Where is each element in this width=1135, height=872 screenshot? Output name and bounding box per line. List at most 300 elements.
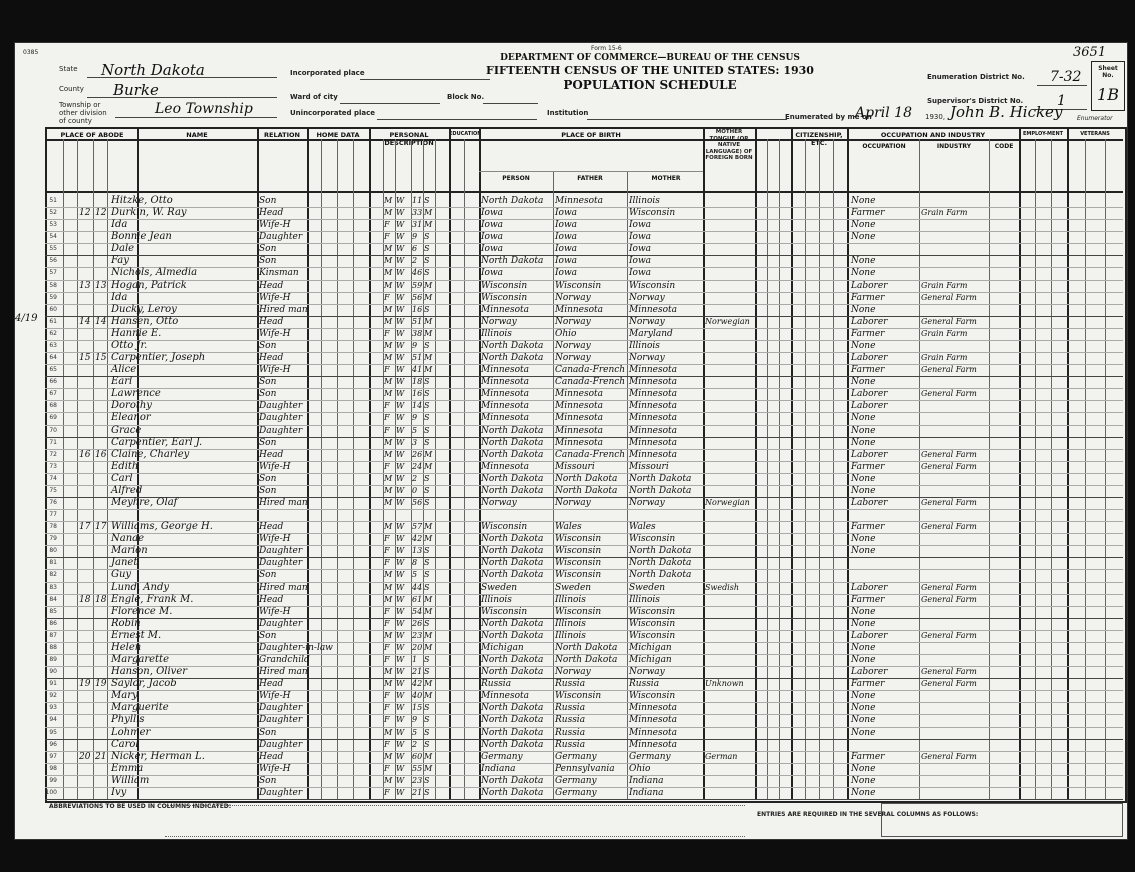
cell-fb: Illinois [555, 618, 586, 629]
cell-occ: None [851, 703, 876, 714]
cell-name: Eleanor [111, 412, 151, 424]
cell-ind: Grain Farm [921, 328, 968, 338]
table-row [15, 702, 1127, 714]
sheet-value: 1B [1097, 85, 1119, 104]
cell-name: Otto Jr. [111, 339, 148, 351]
cell-fb: Russia [555, 739, 586, 750]
cell-fam: 15 [95, 353, 107, 364]
cell-ms: M [424, 763, 433, 773]
cell-name: Saylor, Jacob [111, 678, 177, 690]
cell-name: Dale [111, 243, 135, 255]
cell-fb: Wisconsin [555, 280, 602, 291]
row-number: 79 [49, 535, 57, 543]
table-row [15, 557, 1127, 569]
township-value: Leo Township [155, 101, 253, 117]
row-number: 93 [49, 704, 57, 712]
cell-mb: Minnesota [629, 449, 678, 460]
cell-mb: Sweden [629, 582, 666, 593]
cell-sex: M [384, 340, 393, 350]
cell-pb: North Dakota [481, 727, 544, 738]
data-rows [15, 195, 1127, 799]
row-number: 96 [49, 740, 57, 748]
cell-rel: Son [259, 570, 277, 581]
row-number: 63 [49, 341, 57, 349]
cell-ms: S [424, 485, 430, 495]
cell-sex: M [384, 280, 393, 290]
cell-ind: General Farm [921, 751, 977, 761]
cell-rel: Son [259, 437, 277, 448]
cell-sex: F [384, 618, 390, 628]
cell-race: W [396, 558, 405, 568]
cell-mb: Norway [629, 498, 665, 508]
cell-dw: 15 [79, 353, 91, 364]
cell-mb: Illinois [629, 196, 660, 206]
cell-name: Alfred [111, 484, 143, 496]
cell-name: Dorothy [111, 400, 152, 412]
cell-name: Janet [111, 557, 138, 569]
cell-sex: M [384, 353, 393, 363]
enum-district-value: 7-32 [1050, 69, 1082, 85]
cell-ms: S [424, 473, 430, 483]
cell-race: W [396, 268, 405, 278]
cell-name: Margarette [111, 654, 169, 666]
cell-sex: M [384, 304, 393, 314]
cell-name: Guy [111, 569, 132, 581]
cell-fam: 12 [95, 208, 107, 219]
cell-name: Helen [111, 641, 142, 653]
table-row [15, 304, 1127, 316]
cell-age: 5 [412, 727, 418, 737]
row-number: 92 [49, 692, 57, 700]
cell-mt: Norwegian [705, 316, 750, 326]
cell-occ: Farmer [851, 328, 885, 339]
cell-age: 5 [412, 570, 418, 580]
row-number: 70 [49, 426, 57, 434]
cell-pb: North Dakota [481, 196, 544, 206]
cell-name: Marion [111, 545, 148, 557]
cell-name: Carpentier, Earl J. [111, 436, 203, 448]
cell-race: W [396, 787, 405, 797]
table-row [15, 292, 1127, 304]
cell-pb: Minnesota [481, 401, 530, 412]
cell-race: W [396, 691, 405, 701]
cell-sex: M [384, 316, 393, 326]
cell-occ: None [851, 437, 876, 448]
cell-race: W [396, 244, 405, 254]
enumerator-name: John B. Hickey [950, 103, 1063, 121]
cell-pb: North Dakota [481, 775, 544, 786]
cell-age: 9 [412, 413, 418, 423]
table-row [15, 751, 1127, 763]
cell-name: Carpentier, Joseph [111, 352, 206, 364]
cell-rel: Hired man [259, 667, 308, 678]
cell-fb: Minnesota [555, 437, 604, 448]
cell-ind: General Farm [921, 449, 977, 459]
cell-ind: General Farm [921, 316, 977, 326]
cell-age: 8 [412, 558, 418, 568]
cell-ms: M [424, 642, 433, 652]
cell-pb: Minnesota [481, 461, 530, 472]
cell-pb: Indiana [481, 763, 516, 774]
cell-age: 56 [412, 498, 423, 507]
cell-dw: 16 [79, 449, 91, 460]
footer-abbreviations-block [165, 805, 745, 837]
cell-ms: M [424, 630, 433, 640]
cell-pb: North Dakota [481, 534, 544, 545]
cell-occ: Farmer [851, 208, 885, 219]
cell-name: Grace [111, 424, 142, 436]
cell-sex: F [384, 558, 390, 568]
cell-age: 6 [412, 244, 418, 254]
cell-pb: North Dakota [481, 353, 544, 364]
cell-age: 1 [412, 655, 418, 665]
cell-name: Ivy [111, 786, 127, 798]
cell-pb: Iowa [481, 268, 504, 279]
cell-occ: Farmer [851, 751, 885, 762]
table-row [15, 606, 1127, 618]
cell-ms: S [424, 703, 430, 713]
cell-occ: None [851, 304, 876, 315]
row-number: 88 [49, 643, 57, 651]
cell-fb: Russia [555, 727, 586, 738]
cell-rel: Wife-H [259, 220, 291, 231]
cell-race: W [396, 292, 405, 302]
cell-occ: Farmer [851, 594, 885, 605]
cell-race: W [396, 703, 405, 713]
cell-mb: Minnesota [629, 715, 678, 726]
cell-occ: Farmer [851, 365, 885, 376]
cell-ms: S [424, 787, 430, 797]
cell-occ: Laborer [851, 498, 888, 508]
cell-ms: S [424, 268, 430, 278]
cell-sex: M [384, 256, 393, 266]
col-occupation: OCCUPATION [862, 143, 906, 150]
cell-race: W [396, 618, 405, 628]
cell-mb: Ohio [629, 763, 651, 774]
cell-age: 5 [412, 425, 418, 435]
cell-ms: M [424, 594, 433, 604]
cell-pb: Iowa [481, 220, 504, 231]
cell-name: Earl [111, 376, 133, 388]
enumerator-label: Enumerator [1077, 115, 1113, 122]
cell-mb: Indiana [629, 775, 664, 786]
cell-pb: Minnesota [481, 389, 530, 400]
cell-sex: M [384, 208, 393, 218]
cell-age: 41 [412, 365, 423, 375]
cell-race: W [396, 498, 405, 507]
cell-fb: Iowa [555, 244, 578, 255]
cell-sex: F [384, 232, 390, 242]
cell-rel: Hired man [259, 498, 308, 508]
cell-rel: Daughter [259, 618, 303, 629]
cell-mb: Iowa [629, 256, 652, 267]
cell-race: W [396, 485, 405, 495]
cell-mb: Wisconsin [629, 208, 676, 219]
row-number: 71 [49, 438, 57, 446]
cell-mb: Iowa [629, 268, 652, 279]
cell-rel: Head [259, 316, 284, 327]
cell-pb: North Dakota [481, 256, 544, 267]
cell-fb: Minnesota [555, 196, 604, 206]
table-row [15, 449, 1127, 461]
block-label: Block No. [447, 93, 485, 101]
row-number: 58 [49, 281, 57, 289]
cell-fb: Norway [555, 667, 591, 678]
row-number: 68 [49, 402, 57, 410]
cell-dw: 19 [79, 679, 91, 690]
row-number: 89 [49, 656, 57, 664]
cell-rel: Head [259, 594, 284, 605]
cell-occ: None [851, 377, 876, 388]
form-number: Form 15-6 [591, 45, 622, 52]
cell-name: Alice [111, 364, 137, 376]
cell-rel: Wife-H [259, 606, 291, 617]
cell-fam: 17 [95, 522, 107, 533]
cell-age: 56 [412, 292, 423, 302]
table-row [15, 594, 1127, 606]
cell-pb: Minnesota [481, 691, 530, 702]
cell-occ: None [851, 256, 876, 267]
cell-race: W [396, 377, 405, 387]
cell-age: 42 [412, 679, 423, 689]
cell-pb: Minnesota [481, 304, 530, 315]
cell-age: 15 [412, 703, 423, 713]
row-number: 90 [49, 668, 57, 676]
cell-pb: North Dakota [481, 618, 544, 629]
cell-ms: S [424, 401, 430, 411]
cell-mb: Minnesota [629, 437, 678, 448]
cell-rel: Son [259, 256, 277, 267]
table-row [15, 316, 1127, 328]
cell-fb: Norway [555, 292, 591, 303]
cell-sex: F [384, 763, 390, 773]
cell-fb: Russia [555, 703, 586, 714]
cell-sex: M [384, 498, 393, 507]
cell-ms: M [424, 353, 433, 363]
cell-sex: F [384, 401, 390, 411]
cell-ms: M [424, 751, 433, 761]
cell-rel: Daughter [259, 739, 303, 750]
cell-rel: Son [259, 244, 277, 255]
cell-occ: Laborer [851, 353, 888, 364]
cell-mb: Michigan [629, 655, 672, 666]
cell-name: William [111, 774, 150, 786]
table-row [15, 388, 1127, 400]
cell-name: Nichols, Almedia [111, 267, 198, 279]
cell-race: W [396, 280, 405, 290]
table-row [15, 775, 1127, 787]
cell-age: 57 [412, 522, 423, 532]
cell-fb: Sweden [555, 582, 592, 593]
cell-race: W [396, 751, 405, 761]
cell-rel: Head [259, 751, 284, 762]
cell-sex: F [384, 365, 390, 375]
cell-sex: M [384, 437, 393, 447]
cell-mb: Minnesota [629, 727, 678, 738]
table-row [15, 364, 1127, 376]
cell-age: 2 [412, 739, 418, 749]
cell-pb: Wisconsin [481, 522, 528, 533]
cell-pb: North Dakota [481, 340, 544, 351]
cell-race: W [396, 256, 405, 266]
cell-fb: Canada-French [555, 377, 626, 388]
table-row [15, 243, 1127, 255]
cell-occ: None [851, 473, 876, 484]
cell-rel: Son [259, 196, 277, 206]
row-number: 73 [49, 462, 57, 470]
cell-age: 9 [412, 715, 418, 725]
table-row [15, 231, 1127, 243]
cell-ms: M [424, 606, 433, 616]
cell-dw: 12 [79, 208, 91, 219]
cell-rel: Daughter [259, 715, 303, 726]
cell-mb: North Dakota [629, 546, 692, 557]
cell-race: W [396, 340, 405, 350]
cell-fb: Wisconsin [555, 691, 602, 702]
cell-mb: Iowa [629, 232, 652, 243]
cell-sex: M [384, 594, 393, 604]
cell-name: Nicker, Herman L. [111, 750, 205, 762]
cell-rel: Son [259, 630, 277, 641]
cell-fb: Minnesota [555, 425, 604, 436]
cell-age: 60 [412, 751, 423, 761]
cell-rel: Daughter [259, 232, 303, 243]
cell-occ: None [851, 727, 876, 738]
schedule-title: POPULATION SCHEDULE [563, 78, 737, 92]
cell-occ: Farmer [851, 679, 885, 690]
row-number: 66 [49, 378, 57, 386]
table-row [15, 497, 1127, 509]
cell-name: Hanson, Oliver [111, 666, 188, 678]
cell-age: 59 [412, 280, 423, 290]
cell-mb: Minnesota [629, 365, 678, 376]
cell-fb: Canada-French [555, 449, 626, 460]
cell-ms: M [424, 365, 433, 375]
row-number: 74 [49, 474, 57, 482]
cell-mb: Minnesota [629, 401, 678, 412]
margin-note: 4/19 [15, 313, 38, 324]
cell-race: W [396, 655, 405, 665]
cell-pb: North Dakota [481, 655, 544, 666]
cell-ms: S [424, 304, 430, 314]
row-number: 98 [49, 764, 57, 772]
col-code: CODE [994, 143, 1014, 150]
cell-ms: S [424, 570, 430, 580]
row-number: 77 [49, 511, 57, 519]
cell-ms: S [424, 739, 430, 749]
cell-ind: General Farm [921, 594, 977, 604]
cell-pb: Norway [481, 498, 517, 508]
cell-pb: North Dakota [481, 570, 544, 581]
cell-age: 54 [412, 606, 423, 616]
cell-occ: Laborer [851, 630, 888, 641]
cell-race: W [396, 570, 405, 580]
department-title: DEPARTMENT OF COMMERCE—BUREAU OF THE CENSUS [500, 53, 800, 63]
row-number: 84 [49, 595, 57, 603]
cell-pb: North Dakota [481, 739, 544, 750]
row-number: 91 [49, 680, 57, 688]
entries-title: ENTRIES ARE REQUIRED IN THE SEVERAL COLUMNS AS FOLLOWS: [757, 811, 979, 818]
cell-age: 16 [412, 389, 423, 399]
cell-rel: Son [259, 727, 277, 738]
supervisor-value: 1 [1057, 93, 1066, 109]
cell-age: 23 [412, 630, 423, 640]
cell-name: Bonnie Jean [111, 231, 172, 243]
cell-name: Fay [111, 255, 129, 267]
table-row [15, 654, 1127, 666]
cell-ms: S [424, 256, 430, 266]
cell-pb: North Dakota [481, 667, 544, 678]
cell-ms: M [424, 316, 433, 326]
row-number: 85 [49, 607, 57, 615]
cell-mt: Unknown [705, 679, 744, 689]
cell-fb: Iowa [555, 232, 578, 243]
cell-fb: Germany [555, 775, 597, 786]
county-value: Burke [113, 81, 159, 99]
table-row [15, 521, 1127, 533]
group-home: HOME DATA [316, 131, 360, 139]
supervisor-label: Supervisor's District No. [927, 97, 1024, 105]
group-mother-tongue: MOTHER TONGUE (OR NATIVE LANGUAGE) OF FOREIGN BORN [705, 129, 753, 161]
cell-sex: M [384, 775, 393, 785]
cell-pb: Wisconsin [481, 280, 528, 291]
cell-rel: Daughter [259, 425, 303, 436]
cell-name: Hannie E. [111, 327, 162, 339]
cell-ms: S [424, 546, 430, 556]
cell-ms: S [424, 377, 430, 387]
cell-ms: S [424, 715, 430, 725]
row-number: 86 [49, 619, 57, 627]
cell-ms: S [424, 775, 430, 785]
cell-rel: Hired man [259, 304, 308, 315]
cell-rel: Daughter-in-law [259, 642, 333, 653]
row-number: 52 [49, 209, 57, 217]
cell-pb: Iowa [481, 232, 504, 243]
cell-race: W [396, 739, 405, 749]
cell-sex: F [384, 715, 390, 725]
cell-ms: M [424, 679, 433, 689]
cell-occ: None [851, 534, 876, 545]
edge-label: 0385 [23, 49, 39, 56]
cell-mb: Wales [629, 522, 656, 533]
cell-pb: Iowa [481, 208, 504, 219]
cell-ind: General Farm [921, 389, 977, 399]
row-number: 81 [49, 559, 57, 567]
table-row [15, 533, 1127, 545]
group-relation: RELATION [264, 131, 300, 139]
cell-name: Hansen, Otto [111, 315, 179, 327]
cell-name: Florence M. [111, 605, 173, 617]
cell-ms: S [424, 618, 430, 628]
cell-fb: Minnesota [555, 389, 604, 400]
cell-fb: Germany [555, 787, 597, 798]
cell-race: W [396, 389, 405, 399]
row-number: 75 [49, 486, 57, 494]
township-label: Township or other division of county [59, 101, 107, 125]
table-row [15, 630, 1127, 642]
cell-name: Claine, Charley [111, 448, 190, 460]
cell-age: 33 [412, 208, 423, 218]
cell-ms: S [424, 196, 430, 205]
table-row [15, 714, 1127, 726]
cell-race: W [396, 232, 405, 242]
cell-pb: North Dakota [481, 558, 544, 569]
cell-ms: S [424, 582, 430, 592]
cell-sex: F [384, 787, 390, 797]
cell-name: Emma [111, 762, 144, 774]
cell-ms: M [424, 328, 433, 338]
cell-pb: North Dakota [481, 437, 544, 448]
